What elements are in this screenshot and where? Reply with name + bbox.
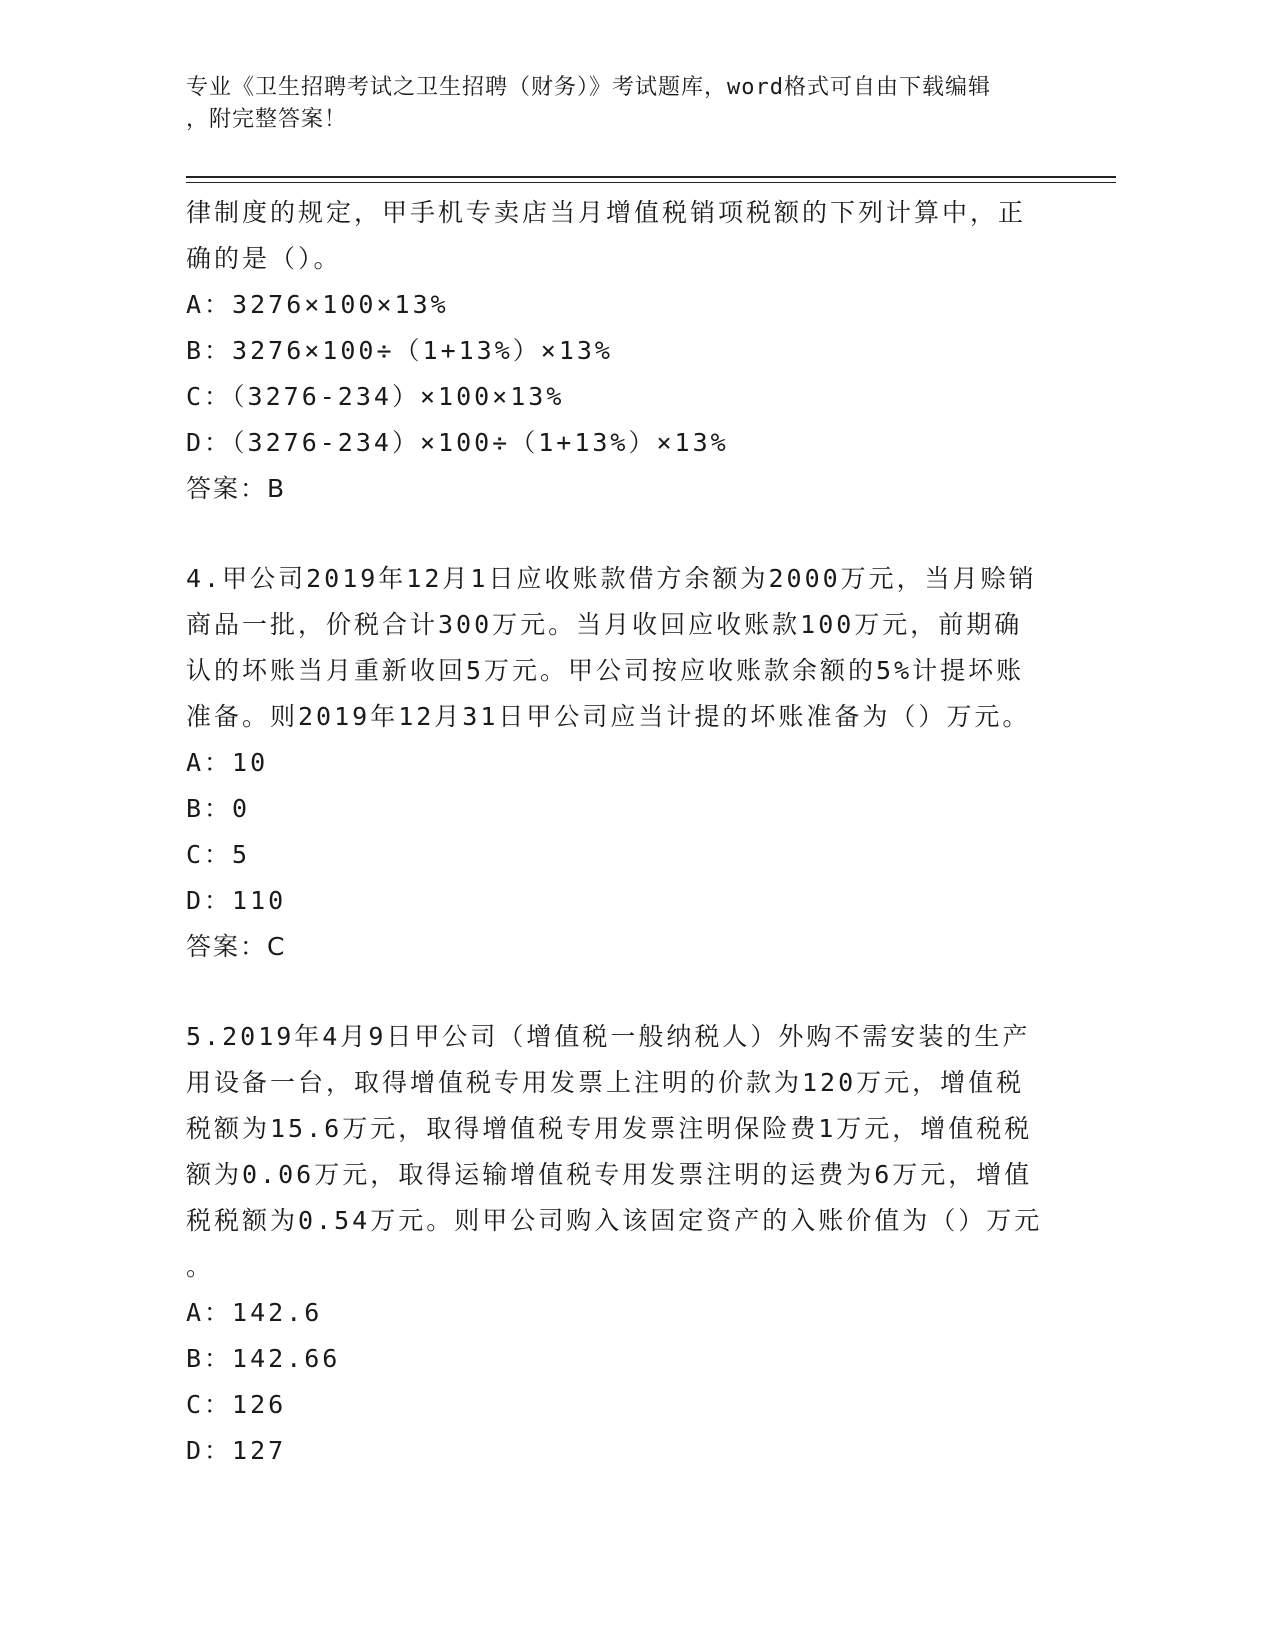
option-c: C：（3276-234）×100×13% xyxy=(186,382,565,411)
question-stem-line: 商品一批，价税合计300万元。当月收回应收账款100万元，前期确 xyxy=(186,610,1023,639)
question-stem-line: 。 xyxy=(186,1252,215,1281)
question-stem-line: 额为0.06万元，取得运输增值税专用发票注明的运费为6万元，增值 xyxy=(186,1160,1033,1189)
question-5 xyxy=(186,1014,1086,1474)
option-d: D：110 xyxy=(186,886,287,915)
question-stem-line: 认的坏账当月重新收回5万元。甲公司按应收账款余额的5%计提坏账 xyxy=(186,656,1025,685)
question-stem-line: 5.2019年4月9日甲公司（增值税一般纳税人）外购不需安装的生产 xyxy=(186,1022,1031,1051)
answer-line: 答案：C xyxy=(186,932,287,961)
question-stem-line: 律制度的规定，甲手机专卖店当月增值税销项税额的下列计算中，正 xyxy=(186,198,1027,227)
option-d: D：127 xyxy=(186,1436,287,1465)
question-stem-line: 用设备一台，取得增值税专用发票上注明的价款为120万元，增值税 xyxy=(186,1068,1025,1097)
spacer xyxy=(186,512,1086,556)
question-stem-line: 税额为15.6万元，取得增值税专用发票注明保险费1万元，增值税税 xyxy=(186,1114,1033,1143)
header-line-1: 专业《卫生招聘考试之卫生招聘（财务）》考试题库，word格式可自由下载编辑 xyxy=(186,75,991,100)
spacer xyxy=(186,970,1086,1014)
question-stem-line: 4.甲公司2019年12月1日应收账款借方余额为2000万元，当月赊销 xyxy=(186,564,1037,593)
option-b: B：142.66 xyxy=(186,1344,341,1373)
option-d: D：（3276-234）×100÷（1+13%）×13% xyxy=(186,428,729,457)
option-b: B：3276×100÷（1+13%）×13% xyxy=(186,336,613,365)
question-stem-line: 准备。则2019年12月31日甲公司应当计提的坏账准备为（）万元。 xyxy=(186,702,1031,731)
option-b: B：0 xyxy=(186,794,251,823)
question-4 xyxy=(186,556,1086,970)
question-content xyxy=(186,190,1086,1474)
question-stem-line: 税税额为0.54万元。则甲公司购入该固定资产的入账价值为（）万元 xyxy=(186,1206,1043,1235)
option-a: A：10 xyxy=(186,748,269,777)
header-divider-thick xyxy=(186,176,1116,178)
document-header xyxy=(186,72,1066,136)
option-a: A：142.6 xyxy=(186,1298,323,1327)
question-3 xyxy=(186,190,1086,512)
header-divider-thin xyxy=(186,182,1116,183)
header-line-2: ，附完整答案！ xyxy=(186,107,348,132)
option-c: C：126 xyxy=(186,1390,287,1419)
question-stem-line: 确的是（）。 xyxy=(186,244,342,273)
option-a: A：3276×100×13% xyxy=(186,290,449,319)
option-c: C：5 xyxy=(186,840,251,869)
answer-line: 答案：B xyxy=(186,474,287,503)
